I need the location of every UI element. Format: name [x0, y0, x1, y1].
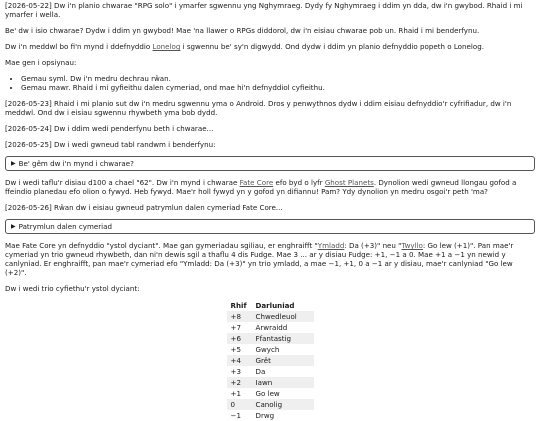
- game-choice-details: [5, 156, 535, 171]
- ladder-description: Gwych: [255, 345, 280, 354]
- table-row: [227, 333, 314, 344]
- list-item: • Gemau syml. Dw i'n medru dechrau rŵan.: [21, 74, 535, 83]
- ladder-number: +1: [230, 389, 241, 398]
- entry-2026-05-26: [2026-05-26] Rŵan dw i eisiau gwneud patrymlun dalen cymeriad Fate Core...: [5, 203, 283, 212]
- ladder-description: Drwg: [255, 411, 275, 420]
- entry-2026-05-24: [2026-05-24] Dw i ddim wedi penderfynu beth i chwarae...: [5, 124, 214, 133]
- ladder-number: +2: [227, 377, 252, 388]
- lonelog-link[interactable]: Lonelog: [152, 42, 181, 51]
- entry-2026-05-22: [2026-05-22] Dw i'n planio chwarae "RPG solo" i ymarfer sgwennu yng Nghymraeg. Dydy fy Nghymraeg i ddim yn dda, dw i'n gwybod. Rhaid i mi ymarfer i wella.: [5, 1, 523, 19]
- ladder-description: Iawn: [252, 377, 314, 388]
- ghost-planets-link[interactable]: Ghost Planets: [324, 178, 374, 187]
- paragraph-lonelog: Dw i'n meddwl bo fi'n mynd i ddefnyddio Lonelog i sgwennu be' sy'n digwydd. Ond dydw i ddim yn planio defnyddio popeth o Lonelog.: [5, 42, 484, 51]
- table-row: [227, 377, 314, 388]
- twyllo-link[interactable]: Twyllo: [401, 241, 423, 250]
- ladder-description: Da: [255, 367, 266, 376]
- paragraph-dice-result: Dw i wedi taflu'r disiau d100 a chael "62". Dw i'n mynd i chwarae Fate Core efo byd o lyfr Ghost Planets. Dynolion wedi gwneud llongau gofod a ffeindio planedau efo olion o fywyd. Heb fywyd. Mae'r holl fywyd yn y gofod yn difiannu! Pam? Ydy dynolion yn medru osgoi'r peth 'ma?: [5, 178, 517, 196]
- ladder-description: Arwraidd: [255, 323, 288, 332]
- game-choice-summary[interactable]: ▶ Be' gêm dw i'n mynd i chwarae?: [11, 159, 134, 168]
- ymladd-link[interactable]: Ymladd: [317, 241, 345, 250]
- options-list: [5, 74, 535, 92]
- paragraph-options-intro: Mae gen i opsiynau:: [5, 58, 77, 67]
- ladder-description: Ffantastig: [252, 333, 314, 344]
- table-row: [227, 344, 314, 355]
- column-header-description: Darluniad: [255, 301, 295, 310]
- character-sheet-summary[interactable]: ▶ Patrymlun dalen cymeriad: [11, 222, 113, 231]
- ladder-number: +3: [230, 367, 241, 376]
- paragraph-ladder-intro: Dw i wedi trio cyfiethu'r ystol dyciant:: [5, 284, 140, 293]
- ladder-description: Chwedleuol: [252, 311, 314, 322]
- ladder-number: +6: [227, 333, 252, 344]
- disclosure-triangle-icon: ▶: [11, 160, 16, 167]
- table-row: [227, 311, 314, 322]
- ladder-number: +4: [227, 355, 252, 366]
- ladder-description: Go lew: [255, 389, 280, 398]
- table-row: [227, 322, 314, 333]
- ladder-number: −1: [230, 411, 241, 420]
- paragraph-fate-ladder: Mae Fate Core yn defnyddio "ystol dyciant". Mae gan gymeriadau sgiliau, er enghraifft "Ymladd: Da (+3)" neu "Twyllo: Go lew (+1)". Pan mae'r cymeriad yn trio gwneud rhywbeth, dan ni'n dewis sgil a thaflu 4 dis Fudge. Mae 3 ... ar y disiau Fudge: +1, −1 a 0. Mae +1 a −1 yn newid y canlyniad. Er enghraifft, pan mae'r cymeriad efo "Ymladd: Da (+3)" yn trio ymladd, a mae −1, +1, 0 a −1 ar y disiau, mae'r canlyniad "Go lew (+2)".: [5, 241, 514, 277]
- fate-ladder-table: [227, 300, 314, 421]
- table-row: [227, 388, 314, 399]
- ladder-number: +5: [230, 345, 241, 354]
- ladder-number: 0: [227, 399, 252, 410]
- fate-core-link[interactable]: Fate Core: [239, 178, 274, 187]
- ladder-number: +8: [227, 311, 252, 322]
- paragraph-what-to-play: Be' dw i isio chwarae? Dydw i ddim yn gwybod! Mae 'na llawer o RPGs diddorol, dw i'n eisiau chwarae pob un. Rhaid i mi benderfynu.: [5, 26, 480, 35]
- table-row: [227, 366, 314, 377]
- table-row: [227, 410, 314, 421]
- entry-2026-05-25: [2026-05-25] Dw i wedi gwneud tabl randwm i benderfynu:: [5, 140, 216, 149]
- ladder-description: Grêt: [252, 355, 314, 366]
- ladder-description: Canolig: [252, 399, 314, 410]
- entry-2026-05-23: [2026-05-23] Rhaid i mi planio sut dw i'n medru sgwennu yma o Android. Dros y penwythnos dydw i ddim eisiau defnyddio'r cyfrifiadur, dw i'n meddwl. Ond dw i eisiau sgwennu rhywbeth yma bob dydd.: [5, 99, 512, 117]
- disclosure-triangle-icon: ▶: [11, 223, 16, 230]
- table-row: [227, 355, 314, 366]
- column-header-number: Rhif: [230, 301, 247, 310]
- list-item: • Gemau mawr. Rhaid i mi gyfieithu dalen cymeriad, ond mae hi'n defnyddiol cyfieithu.: [21, 83, 535, 92]
- ladder-number: +7: [230, 323, 241, 332]
- character-sheet-details: [5, 219, 535, 234]
